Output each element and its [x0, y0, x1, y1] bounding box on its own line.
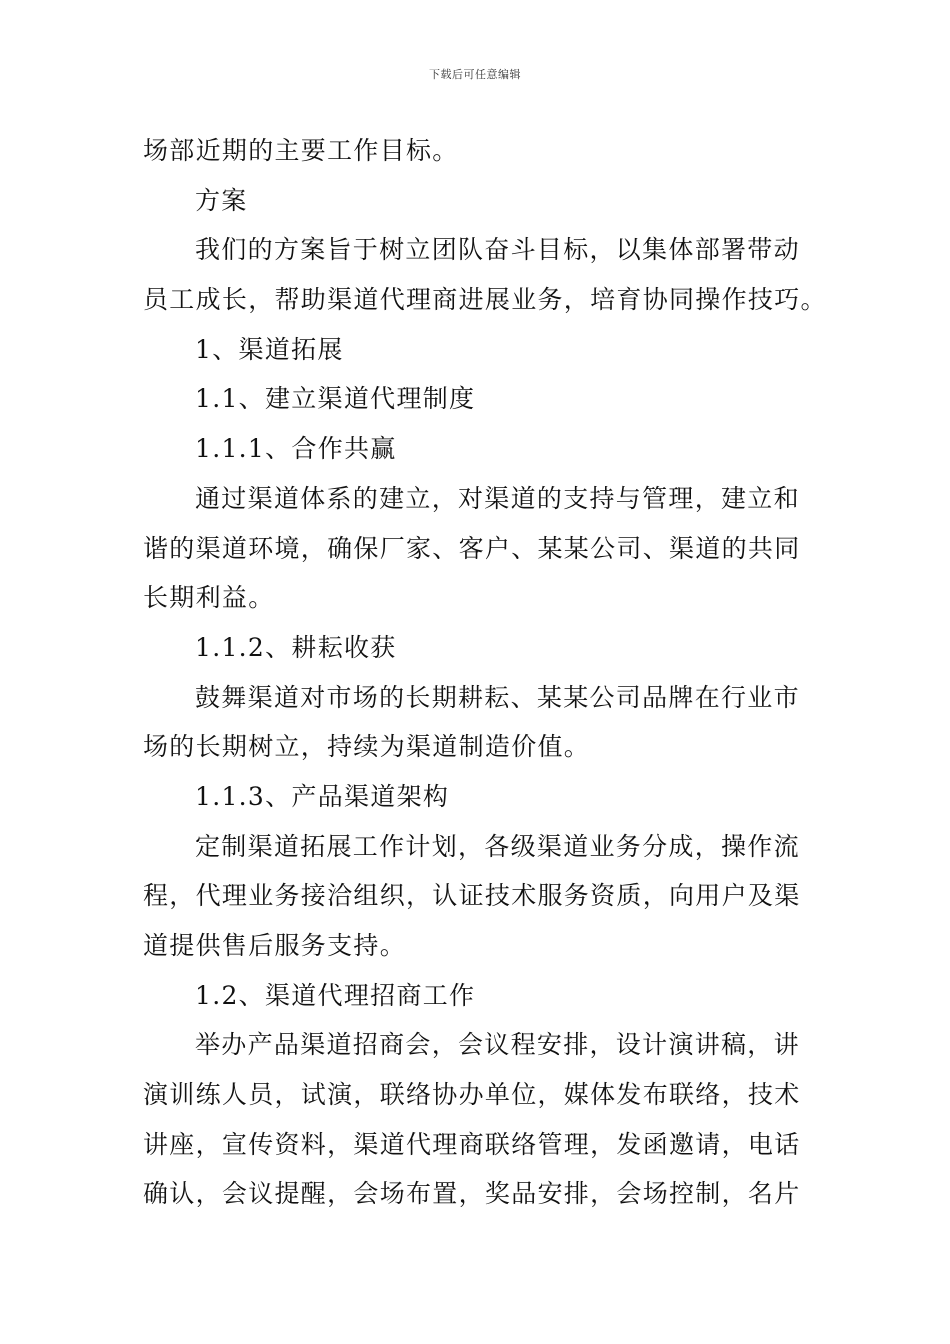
- text-line: 确认，会议提醒，会场布置，奖品安排，会场控制，名片: [143, 1179, 801, 1209]
- text-line: 场部近期的主要工作目标。: [143, 136, 459, 165]
- section-heading: 方案: [195, 185, 248, 215]
- document-body: [143, 126, 827, 1219]
- section-heading: 1.1、建立渠道代理制度: [195, 384, 476, 414]
- text-line: 程，代理业务接洽组织，认证技术服务资质，向用户及渠: [143, 881, 801, 911]
- text-line: 举办产品渠道招商会，会议程安排，设计演讲稿，讲: [195, 1030, 800, 1060]
- section-heading: 1.2、渠道代理招商工作: [195, 980, 476, 1010]
- text-line: 讲座，宣传资料，渠道代理商联络管理，发函邀请，电话: [143, 1129, 801, 1159]
- section-heading: 1、渠道拓展: [195, 334, 344, 364]
- text-line: 长期利益。: [143, 583, 275, 613]
- text-line: 我们的方案旨于树立团队奋斗目标，以集体部署带动: [195, 235, 800, 265]
- section-heading: 1.1.1、合作共赢: [195, 434, 397, 464]
- text-line: 道提供售后服务支持。: [143, 931, 407, 960]
- section-heading: 1.1.3、产品渠道架构: [195, 781, 450, 811]
- page-header: 下载后可任意编辑: [429, 68, 521, 81]
- text-line: 定制渠道拓展工作计划，各级渠道业务分成，操作流: [195, 831, 800, 861]
- text-line: 通过渠道体系的建立，对渠道的支持与管理，建立和: [195, 483, 800, 513]
- text-line: 场的长期树立，持续为渠道制造价值。: [143, 732, 591, 762]
- text-line: 鼓舞渠道对市场的长期耕耘、某某公司品牌在行业市: [195, 682, 800, 712]
- text-line: 谐的渠道环境，确保厂家、客户、某某公司、渠道的共同: [143, 533, 801, 563]
- text-line: 演训练人员，试演，联络协办单位，媒体发布联络，技术: [143, 1080, 801, 1110]
- section-heading: 1.1.2、耕耘收获: [195, 632, 397, 662]
- text-line: 员工成长，帮助渠道代理商进展业务，培育协同操作技巧。: [143, 285, 827, 315]
